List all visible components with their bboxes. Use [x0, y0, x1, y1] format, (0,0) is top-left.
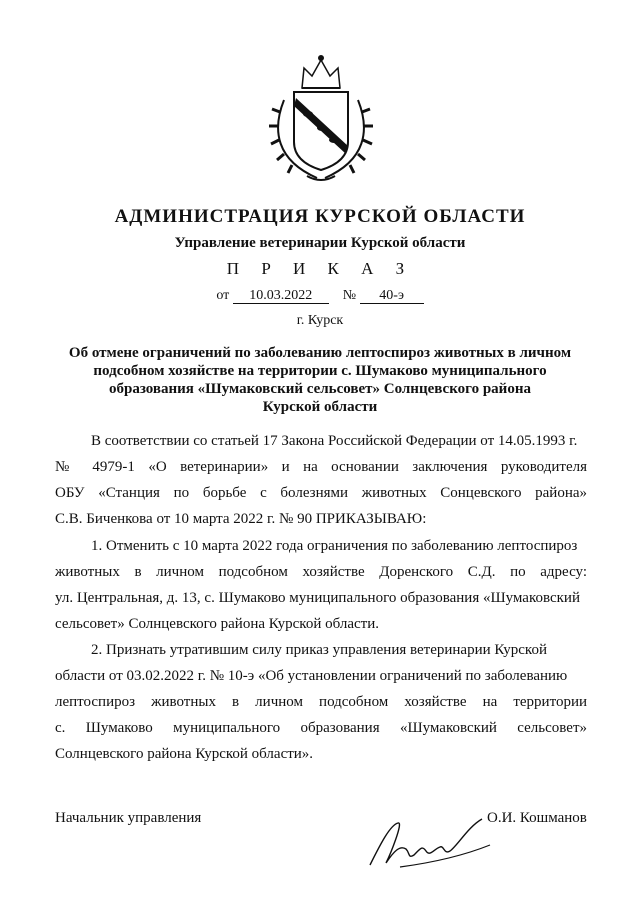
- item-line: животных в личном подсобном хозяйстве Доренского С.Д. по адресу:: [55, 564, 587, 580]
- preamble-line: В соответствии со статьей 17 Закона Российской Федерации от 14.05.1993 г.: [91, 433, 578, 449]
- item-line: области от 03.02.2022 г. № 10-э «Об установлении ограничений по заболеванию: [55, 668, 568, 684]
- number-prefix: №: [342, 288, 357, 303]
- coat-of-arms-emblem: [262, 50, 380, 188]
- handwritten-signature: [360, 805, 500, 875]
- date-prefix: от: [216, 288, 230, 303]
- heading-line: Курской области: [262, 399, 378, 415]
- heading-line: подсобном хозяйстве на территории с. Шумаково муниципального: [93, 363, 547, 379]
- order-heading: [0, 344, 640, 416]
- item-line: с. Шумаково муниципального образования «Шумаковский сельсовет»: [55, 720, 587, 736]
- heading-line: Об отмене ограничений по заболеванию лептоспироз животных в личном: [68, 345, 572, 361]
- document-type: П Р И К А З: [226, 259, 414, 278]
- signer-name: О.И. Кошманов: [487, 810, 587, 826]
- item-line: 1. Отменить с 10 марта 2022 года ограничения по заболеванию лептоспироз: [91, 538, 578, 554]
- order-item-1: [55, 533, 587, 637]
- preamble-line: № 4979-1 «О ветеринарии» и на основании заключения руководителя: [55, 459, 587, 475]
- item-line: лептоспироз животных в личном подсобном хозяйстве на территории: [55, 694, 587, 710]
- signer-role: Начальник управления: [55, 810, 202, 826]
- department-subtitle: Управление ветеринарии Курской области: [174, 235, 466, 251]
- city: г. Курск: [296, 313, 344, 328]
- heading-line: образования «Шумаковский сельсовет» Солнцевского района: [109, 381, 531, 397]
- order-number: 40-э: [360, 289, 424, 304]
- preamble-paragraph: [55, 428, 587, 532]
- order-date: 10.03.2022: [233, 289, 329, 304]
- order-date-number-line: [0, 288, 640, 304]
- item-line: Солнцевского района Курской области».: [55, 746, 314, 762]
- preamble-line: С.В. Биченкова от 10 марта 2022 г. № 90 ПРИКАЗЫВАЮ:: [55, 511, 427, 527]
- item-line: ул. Центральная, д. 13, с. Шумаково муниципального образования «Шумаковский: [55, 590, 580, 606]
- organization-title: АДМИНИСТРАЦИЯ КУРСКОЙ ОБЛАСТИ: [114, 206, 526, 227]
- preamble-line: ОБУ «Станция по борьбе с болезнями животных Сонцевского района»: [55, 485, 587, 501]
- order-item-2: [55, 637, 587, 767]
- item-line: сельсовет» Солнцевского района Курской области.: [55, 616, 380, 632]
- item-line: 2. Признать утратившим силу приказ управления ветеринарии Курской: [91, 642, 547, 658]
